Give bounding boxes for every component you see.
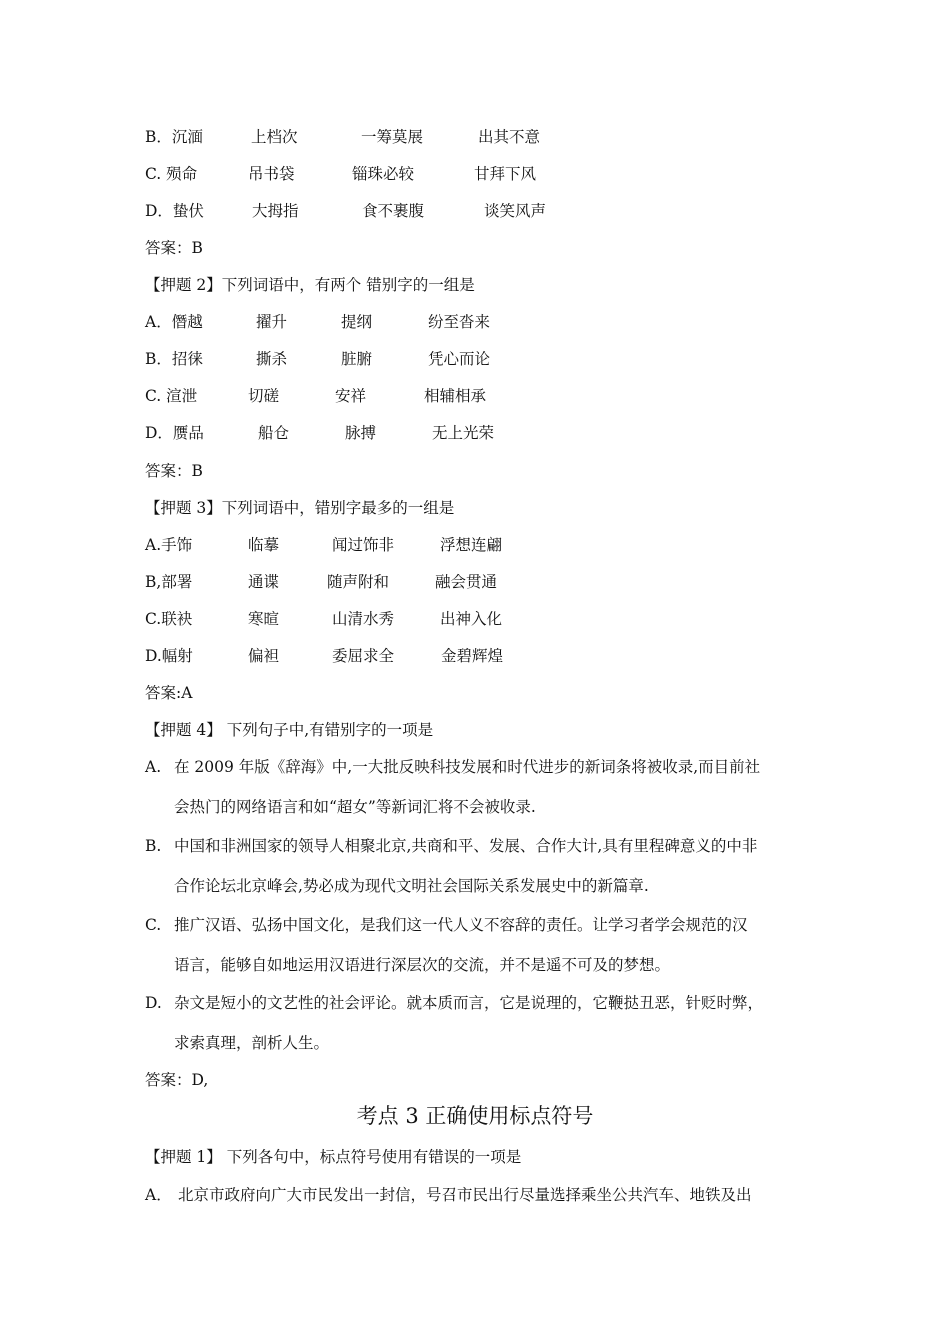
option-label: B. <box>145 837 162 855</box>
cell: 锱珠必较 <box>352 165 415 183</box>
option-d-line2: 求索真理，剖析人生。 <box>174 1034 330 1052</box>
answer: 答案：B <box>145 239 203 257</box>
option-b-line1 <box>145 835 757 857</box>
cell: 脏腑 <box>341 350 373 368</box>
cell: 山清水秀 <box>332 610 395 628</box>
cell: 偏袒 <box>248 647 280 665</box>
option-text: 推广汉语、弘扬中国文化，是我们这一代人义不容辞的责任。让学习者学会规范的汉 <box>174 916 748 934</box>
cell: D．蛰伏 <box>145 202 204 220</box>
cell: 提纲 <box>341 313 373 331</box>
cell: 吊书袋 <box>248 165 295 183</box>
option-a-line2: 会热门的网络语言和如“超女”等新词汇将不会被收录. <box>174 798 536 816</box>
cell: 随声附和 <box>327 573 390 591</box>
cell: 纷至沓来 <box>428 313 491 331</box>
option-label: A． <box>145 1186 172 1204</box>
option-text: 北京市政府向广大市民发出一封信，号召市民出行尽量选择乘坐公共汽车、地铁及出 <box>178 1186 752 1204</box>
cell: 无上光荣 <box>432 424 495 442</box>
cell: B．沉湎 <box>145 128 203 146</box>
option-text: 中国和非洲国家的领导人相聚北京,共商和平、发展、合作大计,具有里程碑意义的中非 <box>174 837 758 855</box>
cell: 大拇指 <box>252 202 299 220</box>
option-d-line1 <box>145 992 763 1014</box>
option-label: D. <box>145 994 162 1012</box>
cell: 融会贯通 <box>435 573 498 591</box>
cell: A.手饰 <box>145 536 193 554</box>
cell: 凭心而论 <box>428 350 491 368</box>
cell: B,部署 <box>145 573 193 591</box>
cell: 擢升 <box>256 313 288 331</box>
option-label: A. <box>145 758 162 776</box>
section-heading: 考点 3 正确使用标点符号 <box>356 1104 594 1128</box>
option-c-line2: 语言，能够自如地运用汉语进行深层次的交流，并不是遥不可及的梦想。 <box>174 956 671 974</box>
question-title: 【押题 2】下列词语中，有两个 错别字的一组是 <box>145 276 475 294</box>
cell: C. 殒命 <box>145 165 198 183</box>
cell: 谈笑风声 <box>484 202 547 220</box>
option-label: C. <box>145 916 162 934</box>
cell: 上档次 <box>251 128 298 146</box>
answer: 答案:A <box>145 684 193 702</box>
cell: 安祥 <box>335 387 367 405</box>
cell: 船仓 <box>258 424 290 442</box>
cell: 出其不意 <box>478 128 541 146</box>
cell: 通谍 <box>248 573 280 591</box>
cell: 甘拜下风 <box>474 165 537 183</box>
cell: 浮想连翩 <box>440 536 503 554</box>
answer: 答案：D, <box>145 1071 209 1089</box>
cell: C. 渲泄 <box>145 387 198 405</box>
cell: 金碧辉煌 <box>441 647 504 665</box>
cell: B．招徕 <box>145 350 203 368</box>
cell: 相辅相承 <box>424 387 487 405</box>
cell: 闻过饰非 <box>332 536 395 554</box>
cell: A．僭越 <box>145 313 203 331</box>
question-title: 【押题 3】下列词语中，错别字最多的一组是 <box>145 499 455 517</box>
answer: 答案：B <box>145 462 203 480</box>
option-a-line1 <box>145 1184 752 1206</box>
cell: D.幅射 <box>145 647 193 665</box>
cell: 寒暄 <box>248 610 280 628</box>
cell: 脉搏 <box>345 424 377 442</box>
cell: 临摹 <box>248 536 280 554</box>
cell: D．赝品 <box>145 424 204 442</box>
option-text: 在 2009 年版《辞海》中,一大批反映科技发展和时代进步的新词条将被收录,而目前社 <box>174 758 761 776</box>
option-c-line1 <box>145 914 748 936</box>
cell: 委屈求全 <box>332 647 395 665</box>
cell: 一筹莫展 <box>361 128 424 146</box>
option-text: 杂文是短小的文艺性的社会评论。就本质而言，它是说理的，它鞭挞丑恶，针贬时弊， <box>174 994 764 1012</box>
question-title: 【押题 1】 下列各句中，标点符号使用有错误的一项是 <box>145 1148 522 1166</box>
cell: 出神入化 <box>440 610 503 628</box>
cell: 撕杀 <box>256 350 288 368</box>
question-title: 【押题 4】 下列句子中,有错别字的一项是 <box>145 721 434 739</box>
option-b-line2: 合作论坛北京峰会,势必成为现代文明社会国际关系发展史中的新篇章. <box>174 877 649 895</box>
cell: 切磋 <box>248 387 280 405</box>
cell: C.联袂 <box>145 610 193 628</box>
cell: 食不裹腹 <box>362 202 425 220</box>
option-a-line1 <box>145 756 760 778</box>
